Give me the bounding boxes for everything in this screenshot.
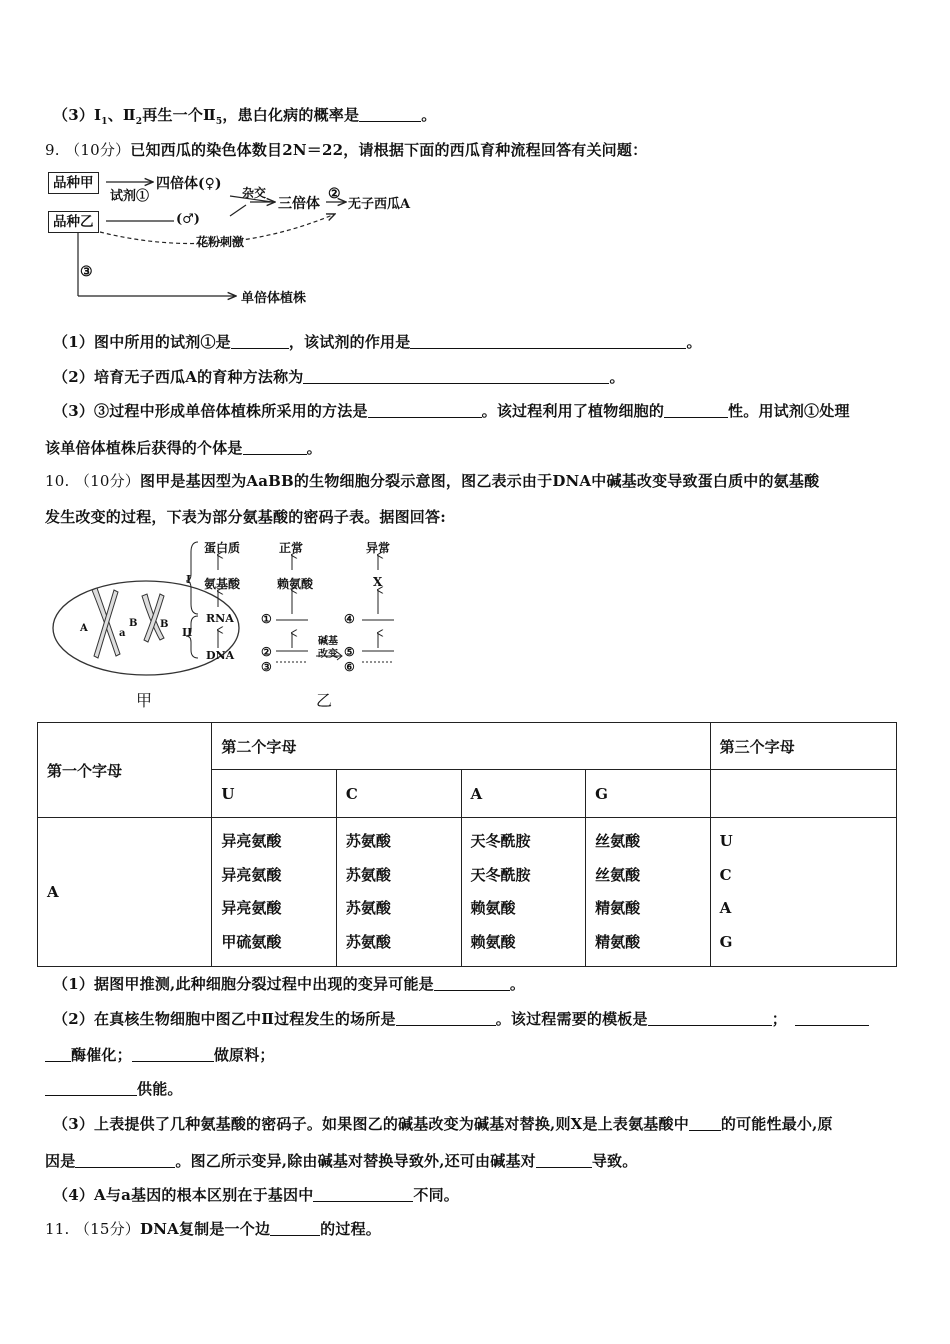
- question-text: 图甲是基因型为AaBB的生物细胞分裂示意图，图乙表示由于DNA中碱基改变导致蛋白质中的氨基酸: [140, 472, 820, 490]
- cell-third: [710, 818, 896, 967]
- answer-blank[interactable]: [231, 334, 289, 349]
- triploid-label: 三倍体: [278, 196, 320, 212]
- male-label: (♂): [176, 212, 200, 227]
- text: 。该过程需要的模板是: [495, 1010, 648, 1028]
- yi-arrows: [0, 530, 420, 690]
- q10-sub4: [53, 1184, 459, 1205]
- text: 的可能性最小,原: [720, 1115, 833, 1133]
- answer-blank[interactable]: [368, 403, 482, 418]
- question-text: DNA复制是一个边: [140, 1220, 271, 1238]
- mutation-label-2: 改变: [318, 649, 338, 660]
- text: 性。用试剂①处理: [728, 402, 850, 420]
- question-text: 发生改变的过程，下表为部分氨基酸的密码子表。据图回答:: [45, 508, 446, 526]
- answer-blank[interactable]: [689, 1116, 721, 1131]
- q9-sub3: [53, 400, 850, 421]
- text: 。该过程利用了植物细胞的: [481, 402, 665, 420]
- table-cell: 苏氨酸: [345, 865, 391, 884]
- protein-label: 蛋白质: [204, 541, 241, 555]
- answer-blank[interactable]: [45, 1047, 71, 1062]
- question-number: 9.: [45, 141, 60, 159]
- table-cell: 甲硫氨酸: [221, 932, 282, 951]
- text: 因是: [45, 1152, 76, 1170]
- circle-6: ⑥: [344, 660, 355, 674]
- text: 该单倍体植株后获得的个体是: [45, 439, 243, 457]
- text: ；: [771, 1010, 787, 1028]
- q10-stem-2: [45, 506, 446, 527]
- text: （3）③过程中形成单倍体植株所采用的方法是: [53, 402, 368, 420]
- circle-5: ⑤: [344, 645, 355, 659]
- text: 再生一个Ⅱ: [142, 106, 216, 124]
- text: （3）Ⅰ: [53, 106, 102, 124]
- line-cross-1: [230, 196, 272, 202]
- text: （2）培育无子西瓜A的育种方法称为: [53, 368, 304, 386]
- step3-label: ③: [80, 264, 93, 280]
- answer-blank[interactable]: [243, 440, 307, 455]
- text: 酶催化；: [71, 1046, 132, 1064]
- table-cell: A: [719, 899, 732, 917]
- text: （1）图中所用的试剂①是: [53, 333, 231, 351]
- cell-c: [336, 818, 461, 967]
- table-cell: C: [719, 865, 732, 884]
- question-text: 已知西瓜的染色体数目2N＝22，请根据下面的西瓜育种流程回答有关问题：: [130, 141, 648, 159]
- roman-1: I: [186, 573, 192, 586]
- rna-label: RNA: [206, 612, 234, 625]
- sub: 2: [135, 117, 143, 127]
- question-score: （15分）: [74, 1220, 140, 1238]
- cell-g: [586, 818, 711, 967]
- table-cell: 丝氨酸: [595, 832, 641, 850]
- pollen-label: 花粉刺激: [196, 235, 245, 249]
- question-number: 11.: [45, 1220, 70, 1238]
- allele-B2: B: [160, 619, 169, 630]
- label-yi: 乙: [316, 691, 333, 710]
- table-cell: 精氨酸: [595, 899, 641, 917]
- question-score: （10分）: [65, 141, 131, 159]
- header-second-letter: 第二个字母: [212, 723, 710, 770]
- text: 。: [609, 368, 625, 386]
- col-u: U: [212, 770, 337, 818]
- allele-A: A: [80, 623, 88, 634]
- table-cell: 异亮氨酸: [221, 865, 282, 884]
- abnormal-label: 异常: [366, 541, 391, 555]
- answer-blank[interactable]: [75, 1153, 175, 1168]
- mutation-label-1: 碱基: [318, 636, 338, 647]
- table-cell: G: [719, 932, 733, 951]
- text: 不同。: [413, 1186, 460, 1204]
- answer-blank[interactable]: [434, 976, 510, 991]
- codon-table: [37, 722, 897, 967]
- table-cell: 苏氨酸: [345, 932, 391, 951]
- question-score: （10分）: [74, 472, 140, 490]
- answer-blank[interactable]: [795, 1011, 869, 1026]
- table-cell: 苏氨酸: [345, 899, 391, 917]
- col-g: G: [586, 770, 711, 818]
- circle-4: ④: [344, 612, 355, 626]
- sub: 5: [215, 117, 223, 127]
- lys-label: 赖氨酸: [277, 577, 314, 591]
- text: 。: [306, 439, 322, 457]
- allele-a: a: [119, 628, 126, 639]
- normal-label: 正常: [279, 541, 304, 555]
- reagent-label: 试剂①: [110, 189, 150, 204]
- col-third-empty: [710, 770, 896, 818]
- q10-sub1: [53, 973, 525, 994]
- question-text: 的过程。: [320, 1220, 381, 1238]
- text: ，该试剂的作用是: [288, 333, 411, 351]
- text: （2）在真核生物细胞中图乙中Ⅱ过程发生的场所是: [53, 1010, 396, 1028]
- q11-stem: [45, 1218, 381, 1239]
- q10-sub2-cont: [45, 1044, 275, 1065]
- text: 导致。: [591, 1152, 638, 1170]
- table-cell: 异亮氨酸: [221, 832, 282, 850]
- circle-3: ③: [261, 660, 272, 674]
- answer-blank[interactable]: [313, 1187, 413, 1202]
- header-third-letter: 第三个字母: [710, 723, 896, 770]
- dna-label: DNA: [206, 649, 235, 662]
- cell-a: [461, 818, 586, 967]
- line-cross-2: [230, 205, 246, 216]
- table-cell: 天冬酰胺: [470, 865, 531, 884]
- table-cell: 精氨酸: [595, 932, 641, 951]
- answer-blank[interactable]: [45, 1081, 137, 1096]
- table-cell: 赖氨酸: [470, 899, 516, 917]
- q10-sub2: [53, 1008, 869, 1029]
- seedless-label: 无子西瓜A: [348, 197, 411, 212]
- text: 。: [686, 333, 702, 351]
- question-number: 10.: [45, 472, 70, 490]
- table-cell: 赖氨酸: [470, 932, 516, 951]
- circle-1: ①: [261, 612, 272, 626]
- tetraploid-label: 四倍体(♀): [156, 176, 222, 192]
- q9-sub1: [53, 331, 702, 352]
- answer-blank[interactable]: [270, 1221, 320, 1236]
- step2-label: ②: [328, 186, 341, 202]
- haploid-label: 单倍体植株: [241, 291, 307, 306]
- circle-2: ②: [261, 645, 272, 659]
- table-cell: 异亮氨酸: [221, 899, 282, 917]
- answer-blank[interactable]: [132, 1047, 214, 1062]
- arrow-pollen: [100, 214, 335, 244]
- allele-B1: B: [129, 618, 138, 629]
- text: 、Ⅱ: [107, 106, 136, 124]
- answer-blank[interactable]: [664, 403, 728, 418]
- answer-blank[interactable]: [396, 1011, 496, 1026]
- col-c: C: [336, 770, 461, 818]
- q10-sub2-cont2: [45, 1078, 183, 1099]
- text: （4）A与a基因的根本区别在于基因中: [53, 1186, 314, 1204]
- table-cell: U: [719, 832, 733, 850]
- q9-sub2: [53, 366, 625, 387]
- text: 。: [509, 975, 526, 993]
- answer-blank[interactable]: [648, 1011, 772, 1026]
- q10-sub3-cont: [45, 1150, 637, 1171]
- cell-u: [212, 818, 337, 967]
- table-cell: 天冬酰胺: [470, 832, 531, 850]
- table-cell: 苏氨酸: [345, 832, 391, 850]
- label-jia: 甲: [136, 691, 153, 710]
- q9-sub3-cont: [45, 437, 322, 458]
- text: （3）上表提供了几种氨基酸的密码子。如果图乙的碱基改变为碱基对替换,则X是上表氨基酸中: [53, 1115, 689, 1133]
- diagram-arrows: [0, 0, 950, 320]
- variety-b-box: 品种乙: [48, 211, 99, 233]
- q10-stem-1: [45, 470, 819, 491]
- q10-sub3: [53, 1113, 833, 1134]
- sub: 1: [101, 117, 108, 127]
- answer-blank[interactable]: [536, 1153, 592, 1168]
- answer-blank[interactable]: [303, 369, 609, 384]
- text: 。图乙所示变异,除由碱基对替换导致外,还可由碱基对: [175, 1152, 536, 1170]
- col-a: A: [461, 770, 586, 818]
- cross-label: 杂交: [242, 186, 267, 200]
- x-label: X: [373, 575, 383, 589]
- text: 做原料；: [213, 1046, 275, 1064]
- text: ，患白化病的概率是: [222, 106, 360, 124]
- text: 。: [421, 106, 437, 124]
- roman-2: II: [182, 626, 193, 639]
- row-head-a: A: [38, 818, 212, 967]
- text: 供能。: [137, 1080, 183, 1098]
- amino-label: 氨基酸: [204, 577, 241, 591]
- answer-blank[interactable]: [410, 334, 686, 349]
- table-cell: 丝氨酸: [595, 865, 641, 884]
- text: （1）据图甲推测,此种细胞分裂过程中出现的变异可能是: [53, 975, 434, 993]
- variety-a-box: 品种甲: [48, 172, 99, 194]
- header-first-letter: 第一个字母: [38, 723, 212, 818]
